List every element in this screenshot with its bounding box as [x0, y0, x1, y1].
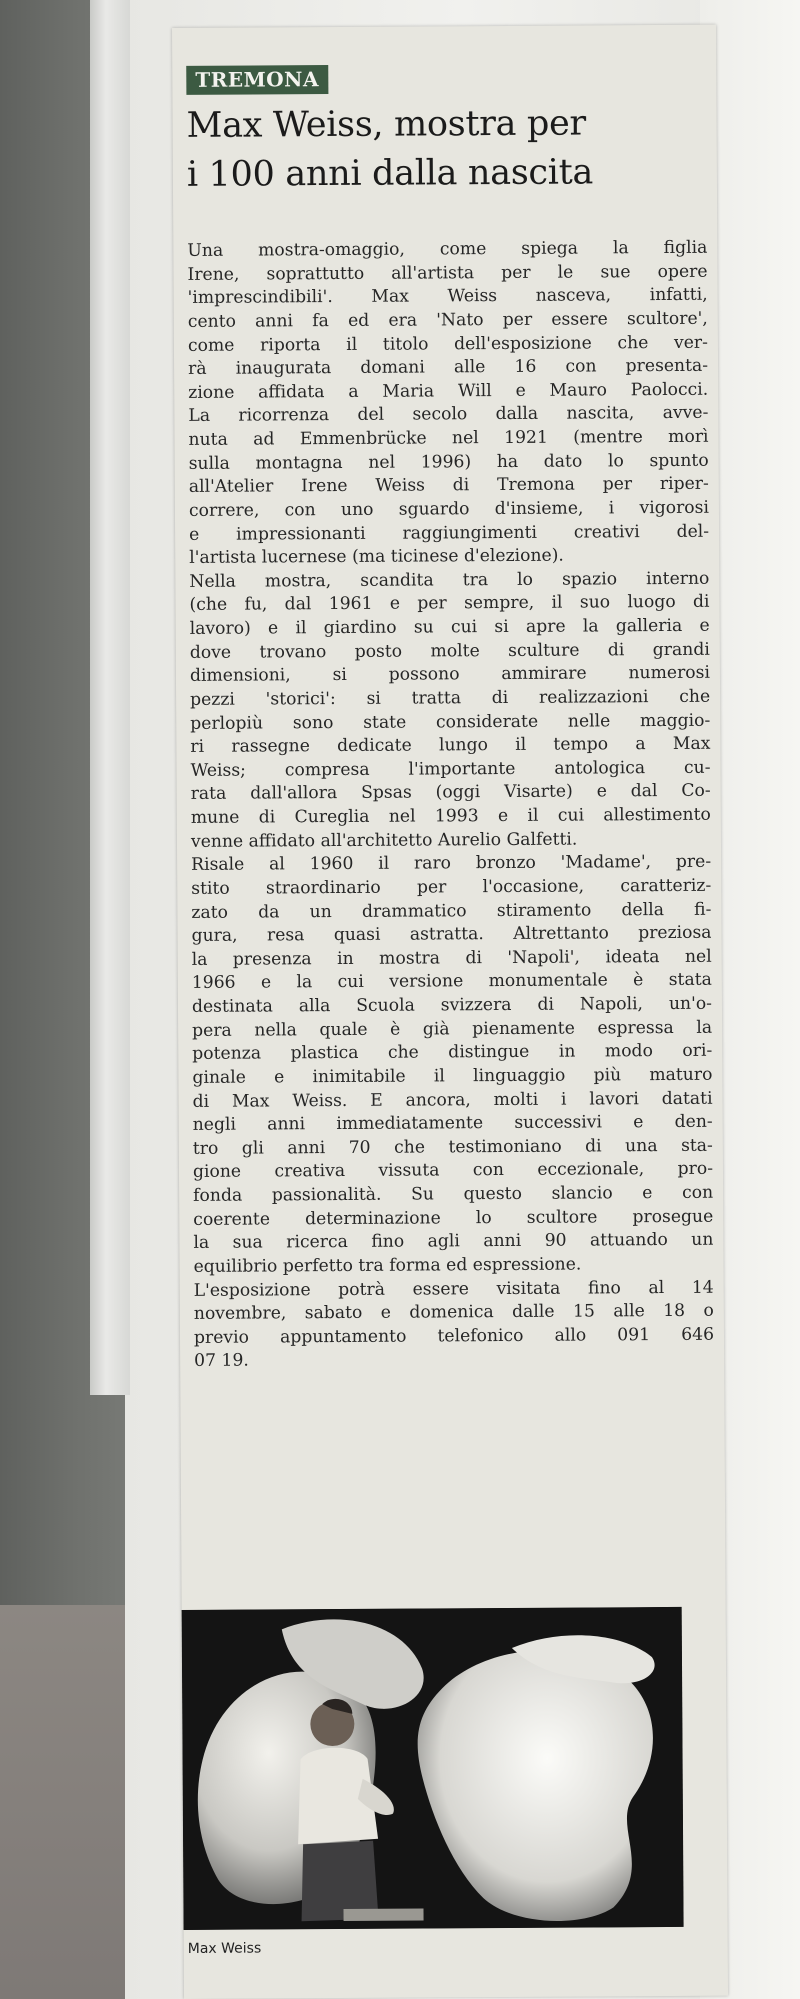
article-body: [187, 237, 714, 1374]
body-line: Nella mostra, scandita tra lo spazio interno: [189, 568, 710, 592]
body-line: cento anni fa ed era 'Nato per essere scultore',: [187, 308, 708, 332]
body-line: all'Atelier Irene Weiss di Tremona per riper-: [188, 473, 709, 498]
body-line: perlopiù sono state considerate nelle maggio-: [190, 710, 711, 734]
body-line: stito straordinario per l'occasione, caratteriz-: [191, 875, 712, 899]
background-lower-surface: [0, 1605, 140, 1999]
newspaper-clipping: [172, 25, 728, 1999]
body-line: pera nella quale è già pienamente espressa la: [192, 1017, 713, 1041]
body-line: mune di Cureglia nel 1993 e il cui allestimento: [190, 804, 711, 828]
body-line: Risale al 1960 il raro bronzo 'Madame', pre-: [191, 851, 712, 876]
body-line: dove trovano posto molte sculture di grandi: [189, 639, 710, 663]
body-line: tro gli anni 70 che testimoniano di una sta-: [192, 1135, 713, 1159]
body-line: ri rassegne dedicate lungo il tempo a Max: [190, 733, 711, 758]
body-line: rà inaugurata domani alle 16 con presenta-: [188, 355, 709, 380]
body-line: l'artista lucernese (ma ticinese d'elezione).: [189, 545, 564, 569]
body-line: fonda passionalità. Su questo slancio e con: [193, 1182, 714, 1206]
body-line: sulla montagna nel 1996) ha dato lo spunto: [188, 450, 709, 474]
body-line: potenza plastica che distingue in modo ori-: [192, 1040, 713, 1065]
body-line: 1966 e la cui versione monumentale è stata: [191, 970, 712, 994]
photo-caption: Max Weiss: [187, 1940, 262, 1957]
article-headline: [186, 99, 707, 200]
body-line: Una mostra-omaggio, come spiega la figlia: [187, 237, 708, 261]
body-line: coerente determinazione lo scultore prosegue: [193, 1206, 714, 1230]
body-line: gione creativa vissuta con eccezionale, pro-: [192, 1159, 714, 1183]
headline-line: i 100 anni dalla nascita: [186, 152, 594, 195]
body-line: zione affidata a Maria Will e Mauro Paolocci.: [188, 379, 709, 403]
body-line: dimensioni, si possono ammirare numerosi: [189, 662, 711, 687]
article-kicker: TREMONA: [186, 65, 328, 95]
body-line: Irene, soprattutto all'artista per le sue opere: [187, 261, 708, 285]
body-line: destinata alla Scuola svizzera di Napoli, un'o-: [191, 993, 713, 1017]
body-line: La ricorrenza del secolo dalla nascita, avve-: [188, 403, 709, 427]
body-line: come riporta il titolo dell'esposizione che ver-: [187, 332, 708, 356]
body-line: 'imprescindibili'. Max Weiss nasceva, infatti,: [187, 284, 708, 309]
body-line: equilibrio perfetto tra forma ed espressione.: [193, 1254, 582, 1277]
sculptor-photo-illustration: [182, 1607, 684, 1930]
body-line: la sua ricerca fino agli anni 90 attuando un: [193, 1229, 714, 1254]
body-line: nuta ad Emmenbrücke nel 1921 (mentre morì: [188, 426, 709, 450]
body-line: gura, resa quasi astratta. Altrettanto preziosa: [191, 922, 712, 947]
body-line: e impressionanti raggiungimenti creativi del-: [189, 521, 710, 545]
body-line: venne affidato all'architetto Aurelio Galfetti.: [190, 829, 578, 852]
body-line: pezzi 'storici': si tratta di realizzazioni che: [190, 686, 711, 710]
article-photo: [182, 1607, 684, 1930]
body-line: negli anni immediatamente successivi e den-: [192, 1111, 713, 1136]
body-line: di Max Weiss. E ancora, molti i lavori datati: [192, 1088, 713, 1112]
body-line: 07 19.: [194, 1350, 249, 1372]
headline-line: Max Weiss, mostra per: [186, 103, 587, 146]
body-line: rata dall'allora Spsas (oggi Visarte) e dal Co-: [190, 781, 711, 805]
body-line: zato da un drammatico stiramento della fi-: [191, 899, 712, 923]
body-line: ginale e inimitabile il linguaggio più maturo: [192, 1064, 713, 1088]
body-line: lavoro) e il giardino su cui si apre la galleria e: [189, 615, 710, 639]
body-line: (che fu, dal 1961 e per sempre, il suo luogo di: [189, 592, 710, 616]
plastic-sleeve-edge: [90, 0, 130, 1395]
body-line: previo appuntamento telefonico allo 091 646: [193, 1324, 715, 1348]
body-line: correre, con uno sguardo d'insieme, i vigorosi: [188, 497, 710, 521]
body-line: Weiss; compresa l'importante antologica cu-: [190, 757, 711, 781]
body-line: la presenza in mostra di 'Napoli', ideata nel: [191, 946, 712, 970]
body-line: L'esposizione potrà essere visitata fino al 14: [193, 1277, 714, 1301]
body-line: novembre, sabato e domenica dalle 15 alle 18 o: [193, 1300, 714, 1325]
